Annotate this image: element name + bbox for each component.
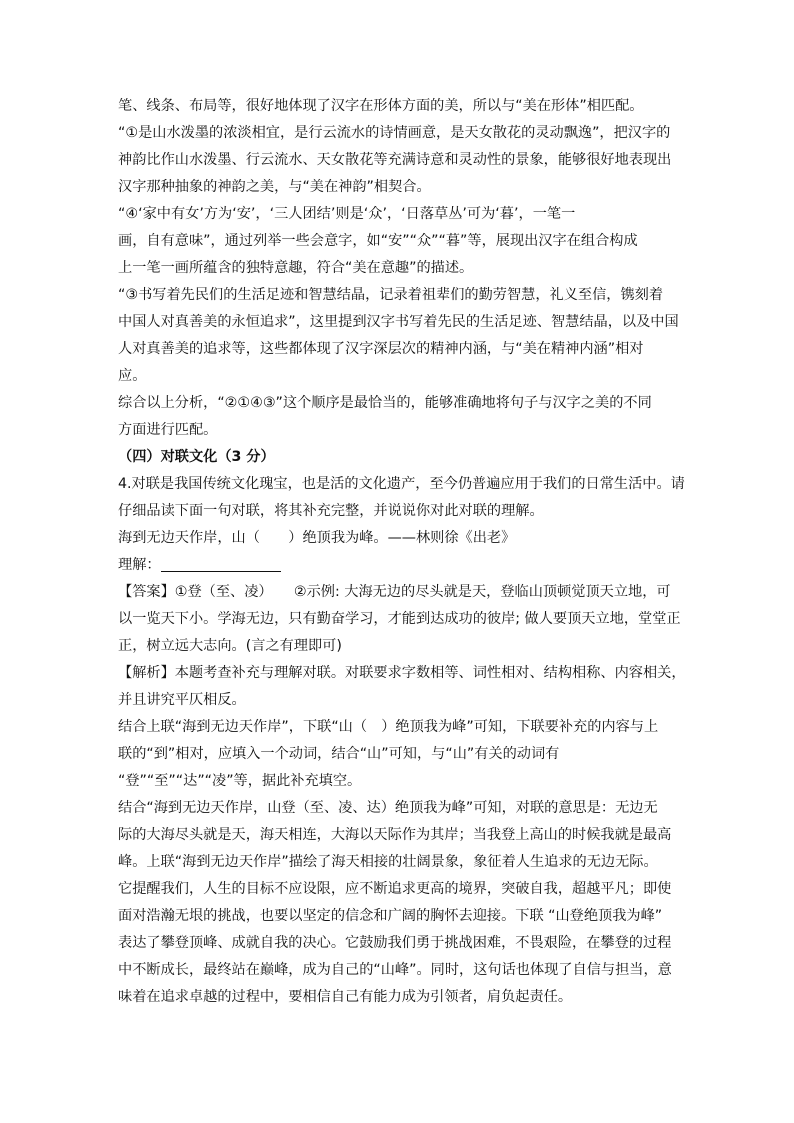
analysis-line-3: 结合上联“海到无边天作岸”，下联“山（ ）绝顶我为峰”可知，下联要补充的内容与上 xyxy=(118,719,659,735)
text-line-1: 笔、线条、布局等，很好地体现了汉字在形体方面的美，所以与“美在形体”相匹配。 xyxy=(118,98,644,114)
understanding-label: 理解： xyxy=(118,557,161,573)
text-line-11: 应。 xyxy=(118,368,147,384)
analysis-line-12: 中不断成长，最终站在巅峰，成为自己的“山峰”。同时，这句话也体现了自信与担当，意 xyxy=(118,962,672,978)
text-line-6: 画，自有意味”，通过列举一些会意字，如“安”“众”“暮”等，展现出汉字在组合构成 xyxy=(118,233,638,249)
answer-blank xyxy=(161,556,281,572)
text-line-8: “③书写着先民们的生活足迹和智慧结晶，记录着祖辈们的勤劳智慧，礼义至信，镌刻着 xyxy=(118,287,664,303)
text-line-4: 汉字那种抽象的神韵之美，与“美在神韵”相契合。 xyxy=(118,179,431,195)
analysis-line-11: 表达了攀登顶峰、成就自我的决心。它鼓励我们勇于挑战困难，不畏艰险，在攀登的过程 xyxy=(118,935,672,951)
text-line-5: “④‘家中有女’方为‘安’，‘三人团结’则是‘众’，‘日落草丛’可为‘暮’，一笔一 xyxy=(118,206,576,222)
text-line-9: 中国人对真善美的永恒追求”，这里提到汉字书写着先民的生活足迹、智慧结晶，以及中国 xyxy=(118,314,679,330)
analysis-line-9: 它提醒我们，人生的目标不应设限，应不断追求更高的境界，突破自我，超越平凡；即使 xyxy=(118,881,672,897)
analysis-line-1: 【解析】本题考查补充与理解对联。对联要求字数相等、词性相对、结构相称、内容相关， xyxy=(118,665,686,681)
question-line-1: 4.对联是我国传统文化瑰宝，也是活的文化遗产，至今仍普遍应用于我们的日常生活中。请 xyxy=(118,476,685,492)
analysis-line-6: 结合“海到无边天作岸，山登（至、凌、达）绝顶我为峰”可知，对联的意思是：无边无 xyxy=(118,800,658,816)
question-line-2: 仔细品读下面一句对联，将其补充完整，并说说你对此对联的理解。 xyxy=(118,503,544,519)
text-line-2: “①是山水泼墨的浓淡相宜，是行云流水的诗情画意，是天女散花的灵动飘逸”，把汉字的 xyxy=(118,125,671,141)
document-page xyxy=(118,93,688,1011)
text-line-10: 人对真善美的追求等，这些都体现了汉字深层次的精神内涵，与“美在精神内涵”相对 xyxy=(118,341,644,357)
analysis-line-8: 峰。上联“海到无边天作岸”描绘了海天相接的壮阔景象，象征着人生追求的无边无际。 xyxy=(118,854,658,870)
text-line-7: 上一笔一画所蕴含的独特意趣，符合“美在意趣”的描述。 xyxy=(118,260,474,276)
section-heading: （四）对联文化（3 分） xyxy=(118,449,275,465)
text-line-12: 综合以上分析，“②①④③”这个顺序是最恰当的，能够准确地将句子与汉字之美的不同 xyxy=(118,395,652,411)
answer-line-2: 以一览天下小。学海无边，只有勤奋学习，才能到达成功的彼岸; 做人要顶天立地，堂堂正 xyxy=(118,611,681,627)
analysis-line-5: “登”“至”“达”“凌”等，据此补充填空。 xyxy=(118,773,362,789)
couplet-line: 海到无边天作岸，山（ ）绝顶我为峰。——林则徐《出老》 xyxy=(118,530,516,546)
analysis-line-10: 面对浩瀚无垠的挑战，也要以坚定的信念和广阔的胸怀去迎接。下联 “山登绝顶我为峰” xyxy=(118,908,663,924)
answer-line-1: 【答案】①登（至、凌） ②示例: 大海无边的尽头就是天，登临山顶顿觉顶天立地，可 xyxy=(118,584,671,600)
analysis-line-2: 并且讲究平仄相反。 xyxy=(118,692,246,708)
text-line-13: 方面进行匹配。 xyxy=(118,422,218,438)
analysis-line-13: 味着在追求卓越的过程中，要相信自己有能力成为引领者，肩负起责任。 xyxy=(118,989,573,1005)
analysis-line-7: 际的大海尽头就是天，海天相连，大海以天际作为其岸；当我登上高山的时候我就是最高 xyxy=(118,827,672,843)
understanding-line xyxy=(118,552,688,579)
answer-line-3: 正，树立远大志向。(言之有理即可) xyxy=(118,638,342,654)
analysis-line-4: 联的“到”相对，应填入一个动词，结合“山”可知，与“山”有关的动词有 xyxy=(118,746,560,762)
text-line-3: 神韵比作山水泼墨、行云流水、天女散花等充满诗意和灵动性的景象，能够很好地表现出 xyxy=(118,152,672,168)
